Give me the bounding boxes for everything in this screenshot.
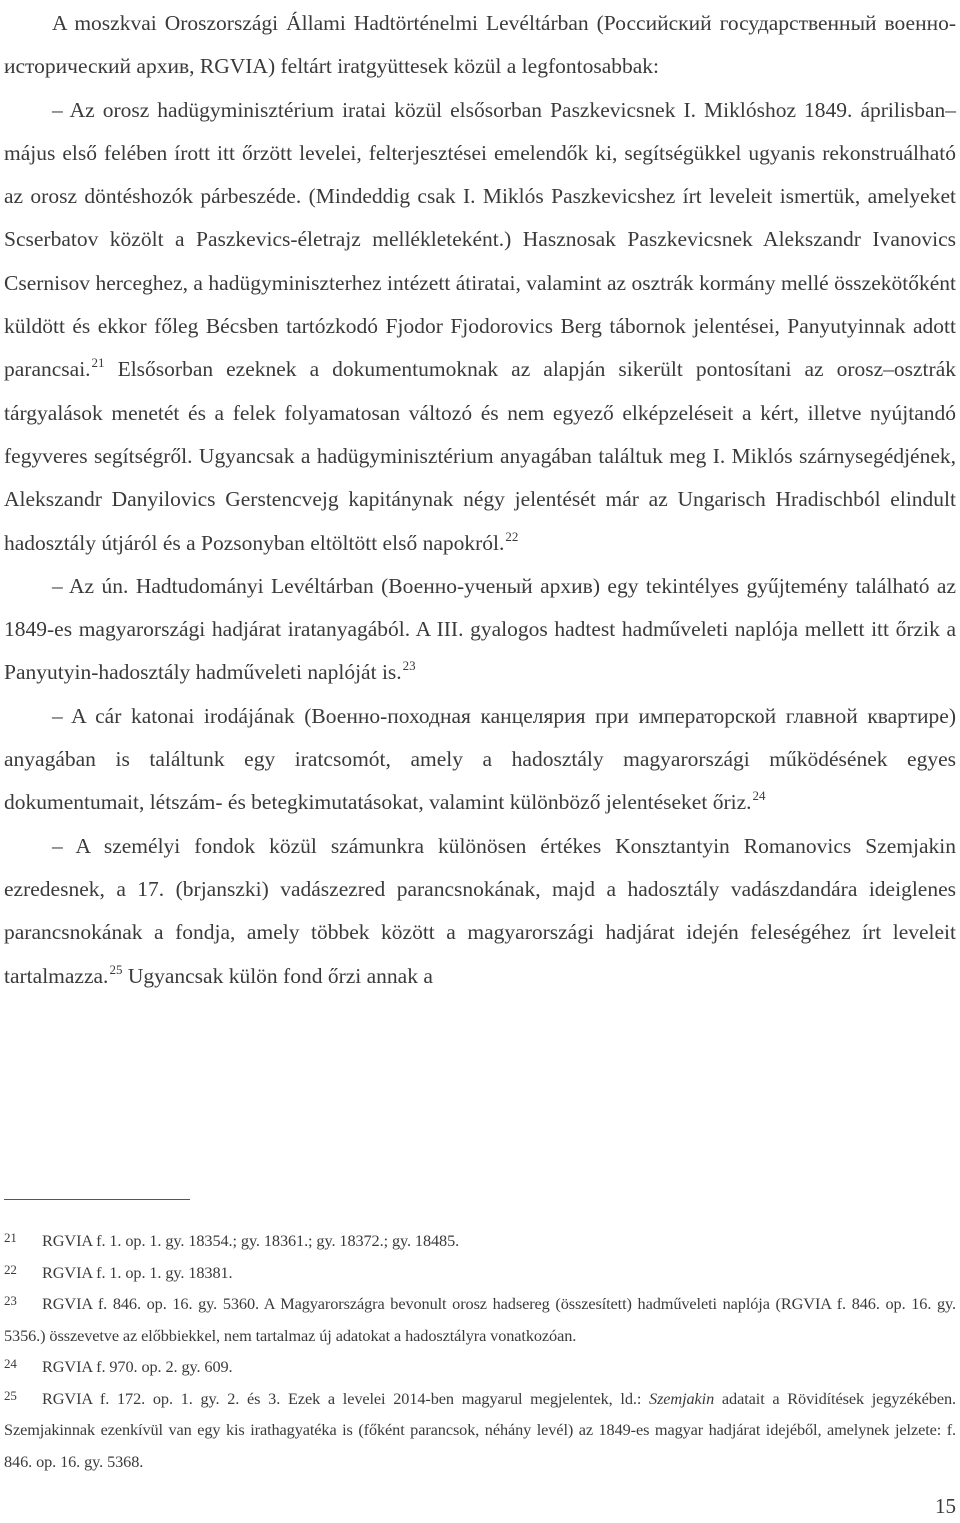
footnote-21: 21 RGVIA f. 1. op. 1. gy. 18354.; gy. 18361.; gy. 18372.; gy. 18485. bbox=[4, 1230, 460, 1250]
footnote-text-italic: Szemjakin bbox=[649, 1388, 715, 1408]
paragraph-war-ministry-text-a: – Az orosz hadügyminisztérium iratai közül elsősorban Paszkevicsnek I. Miklóshoz 1849. áprilisban–május első felében írott itt őrzött levelei, felterjesztései emelendők ki, segítségükkel ugyanis rekonstruálható az orosz döntéshozók párbeszéde. (Mindeddig csak I. Miklós Paszkevicshez írt leveleit ismertük, amelyeket Scserbatov közölt a Paszkevics-életrajz mellékleteként.) Hasznosak Paszkevicsnek Alekszandr Ivanovics Csernisov herceghez, a hadügyminiszterhez intézett átiratai, valamint az osztrák kormány mellé összekötőként küldött és ekkor főleg Bécsben tartózkodó Fjodor Fjodorovics Berg tábornok jelentései, Panyutyinnak adott parancsai. bbox=[4, 97, 956, 382]
paragraph-personal-fonds bbox=[4, 825, 956, 998]
paragraph-military-science-archive bbox=[4, 565, 956, 695]
footnote-ref-23[interactable]: 23 bbox=[402, 658, 416, 674]
footnote-ref-21[interactable]: 21 bbox=[91, 355, 105, 371]
footnote-text-a: RGVIA f. 172. op. 1. gy. 2. és 3. Ezek a levelei 2014-ben magyarul megjelentek, ld.: bbox=[42, 1388, 650, 1408]
paragraph-intro-text: A moszkvai Oroszországi Állami Hadtörténelmi Levéltárban (Российский государственный военно-исторический архив, RGVIA) feltárt iratgyüttesek közül a legfontosabbak: bbox=[4, 11, 956, 79]
footnote-ref-24[interactable]: 24 bbox=[752, 788, 766, 804]
paragraph-personal-fonds-text-a: – A személyi fondok közül számunkra különösen értékes Konsztantyin Romanovics Szemjakin ezredesnek, a 17. (brjanszki) vadászezred parancsnokának, majd a hadosztály vadászdandára ideiglenes parancsnokának a fondja, amely többek között a magyarországi hadjárat idején feleségéhez írt leveleit tartalmazza. bbox=[4, 833, 956, 988]
footnote-25: 25 RGVIA f. 172. op. 1. gy. 2. és 3. Ezek a levelei 2014-ben magyarul megjelentek, ld.: Szemjakin adatait a Rövidítések jegyzékében. Szemjakinnak ezenkívül van egy kis irathagyatéka is (főként parancsok, néhány levél) az 1849-es magyar hadjárat idejéből, amelynek jelzete: f. 846. op. 16. gy. 5368. bbox=[4, 1387, 956, 1471]
paragraph-tsar-military-office-text: – A cár katonai irodájának (Военно-походная канцелярия при императорской главной квартире) anyagában is találtunk egy iratcsomót, amely a hadosztály magyarországi működésének egyes dokumentumait, létszám- és betegkimutatásokat, valamint különböző jelentéseket őriz. bbox=[4, 703, 956, 815]
paragraph-personal-fonds-text-b: Ugyancsak külön fond őrzi annak a bbox=[122, 963, 433, 988]
body-text bbox=[4, 2, 956, 998]
footnote-ref-22[interactable]: 22 bbox=[505, 528, 519, 544]
footnote-22: 22 RGVIA f. 1. op. 1. gy. 18381. bbox=[4, 1261, 233, 1282]
paragraph-war-ministry bbox=[4, 89, 956, 565]
footnote-text: RGVIA f. 970. op. 2. gy. 609. bbox=[42, 1357, 233, 1376]
footnote-text-b: adatait a Rövidítések jegyzékében. Szemjakinnak ezenkívül van egy kis irathagyatéka is (főként parancsok, néhány levél) az 1849-es magyar hadjárat idejéből, amelynek jelzete: f. 846. op. 16. gy. 5368. bbox=[4, 1388, 956, 1471]
footnote-text: RGVIA f. 846. op. 16. gy. 5360. A Magyarországra bevonult orosz hadsereg (összesített) hadműveleti naplója (RGVIA f. 846. op. 16. gy. 5356.) összevetve az előbbiekkel, nem tartalmaz új adatokat a hadosztályra vonatkozóan. bbox=[4, 1294, 956, 1345]
footnote-23: 23 RGVIA f. 846. op. 16. gy. 5360. A Magyarországra bevonult orosz hadsereg (összesített) hadműveleti naplója (RGVIA f. 846. op. 16. gy. 5356.) összevetve az előbbiekkel, nem tartalmaz új adatokat a hadosztályra vonatkozóan. bbox=[4, 1293, 956, 1345]
footnote-text: RGVIA f. 1. op. 1. gy. 18354.; gy. 18361.; gy. 18372.; gy. 18485. bbox=[42, 1231, 460, 1250]
footnote-text: RGVIA f. 1. op. 1. gy. 18381. bbox=[42, 1262, 233, 1282]
paragraph-tsar-military-office bbox=[4, 695, 956, 825]
footnote-24: 24 RGVIA f. 970. op. 2. gy. 609. bbox=[4, 1356, 233, 1376]
paragraph-intro bbox=[4, 2, 956, 89]
footnotes bbox=[4, 1225, 956, 1477]
paragraph-military-science-archive-text: – Az ún. Hadtudományi Levéltárban (Военно-ученый архив) egy tekintélyes gyűjtemény található az 1849-es magyarországi hadjárat iratanyagából. A III. gyalogos hadtest hadműveleti naplója mellett itt őrzik a Panyutyin-hadosztály hadműveleti naplóját is. bbox=[4, 573, 956, 685]
footnote-ref-25[interactable]: 25 bbox=[109, 961, 123, 977]
footnote-separator bbox=[4, 1199, 190, 1200]
page-number: 15 bbox=[935, 1494, 956, 1518]
paragraph-war-ministry-text-b: Elsősorban ezeknek a dokumentumoknak az alapján sikerült pontosítani az orosz–osztrák tárgyalások menetét és a felek folyamatosan változó és nem egyező elképzeléseit a kért, illetve nyújtandó fegyveres segítségről. Ugyancsak a hadügyminisztérium anyagában találtuk meg I. Miklós szárnysegédjének, Alekszandr Danyilovics Gerstencvejg kapitánynak négy jelentését már az Ungarisch Hradischból elindult hadosztály útjáról és a Pozsonyban eltöltött első napokról. bbox=[4, 357, 956, 555]
